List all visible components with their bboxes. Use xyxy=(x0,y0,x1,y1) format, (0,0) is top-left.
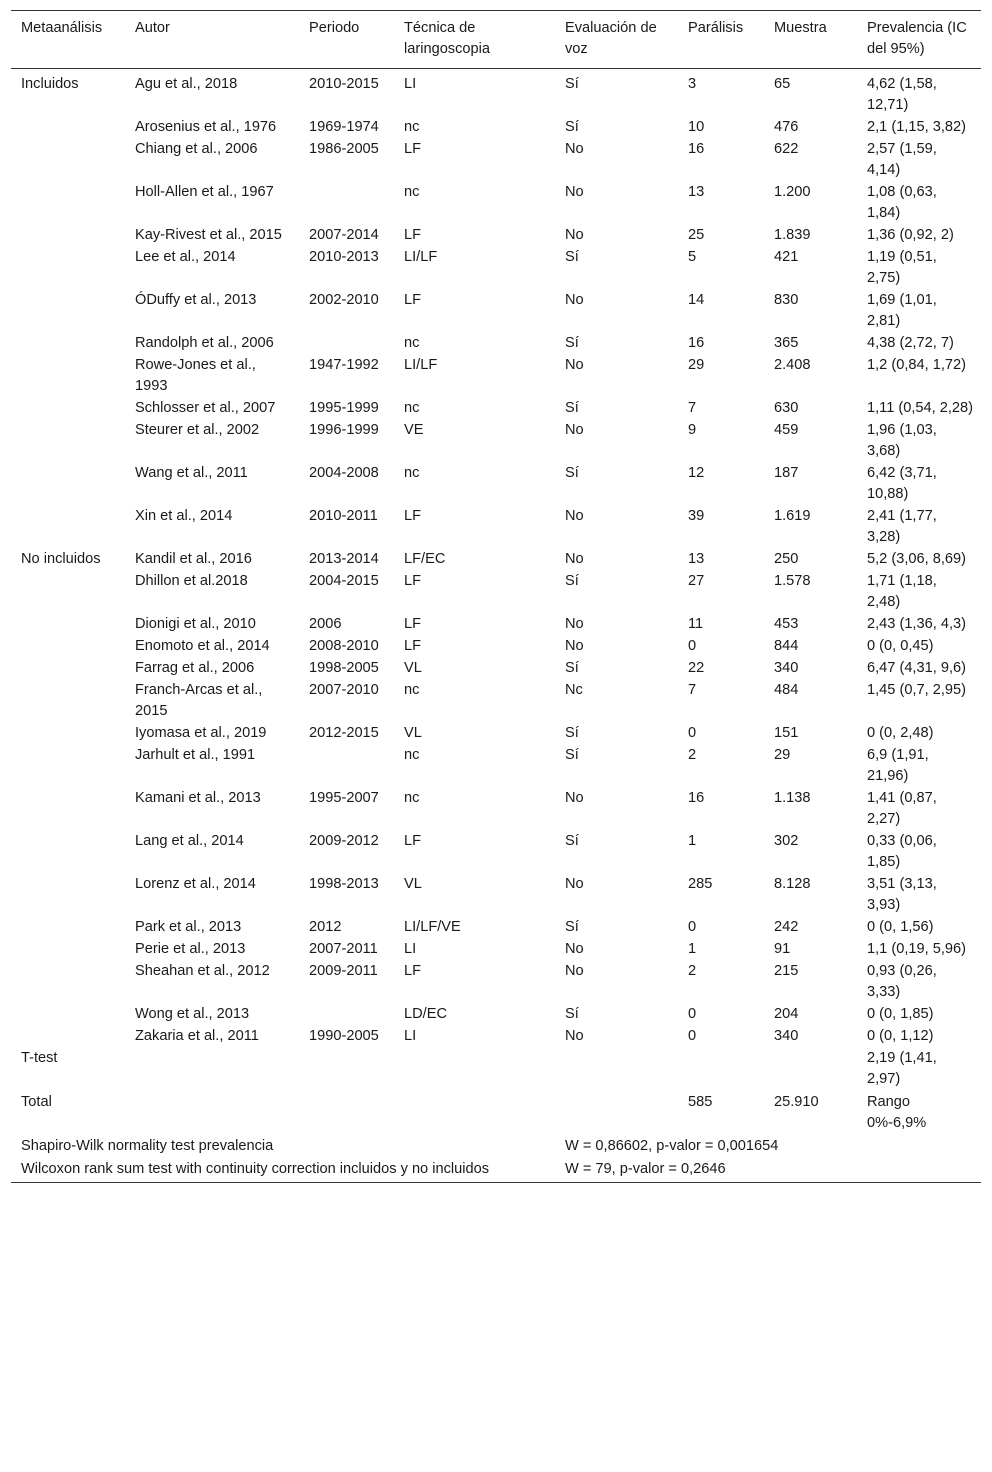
table-row xyxy=(11,571,981,614)
autor-cell: Lee et al., 2014 xyxy=(135,249,236,265)
muestra-cell: 459 xyxy=(774,422,799,438)
autor-cell: Kandil et al., 2016 xyxy=(135,551,252,567)
tecnica-cell: LF xyxy=(404,963,422,979)
muestra-cell: 622 xyxy=(774,141,799,157)
ttest-label: T-test xyxy=(21,1050,58,1066)
autor-cell: Schlosser et al., 2007 xyxy=(135,400,276,416)
prevalence-table-container xyxy=(11,10,981,1183)
paralisis-cell: 5 xyxy=(688,249,697,265)
table-row xyxy=(11,723,981,745)
table-row xyxy=(11,658,981,680)
prevalencia-cell: 5,2 (3,06, 8,69) xyxy=(867,551,966,567)
tecnica-cell: LF xyxy=(404,227,422,243)
periodo-cell: 1990-2005 xyxy=(309,1028,379,1044)
voz-cell: Sí xyxy=(565,119,579,135)
note-value: W = 0,86602, p-valor = 0,001654 xyxy=(565,1138,779,1154)
voz-cell: No xyxy=(565,292,584,308)
tecnica-cell: LD/EC xyxy=(404,1006,447,1022)
header-autor: Autor xyxy=(135,20,170,36)
muestra-cell: 250 xyxy=(774,551,799,567)
prevalencia-cell: 1,71 (1,18, 2,48) xyxy=(867,573,937,610)
paralisis-cell: 0 xyxy=(688,1006,697,1022)
prevalencia-cell: 1,45 (0,7, 2,95) xyxy=(867,682,966,698)
tecnica-cell: LF xyxy=(404,573,422,589)
prevalencia-cell: 6,42 (3,71, 10,88) xyxy=(867,465,937,502)
group-label: Incluidos xyxy=(21,76,79,92)
voz-cell: No xyxy=(565,941,584,957)
prevalencia-cell: 1,69 (1,01, 2,81) xyxy=(867,292,937,329)
prevalencia-cell: 2,41 (1,77, 3,28) xyxy=(867,508,937,545)
muestra-cell: 204 xyxy=(774,1006,799,1022)
muestra-cell: 1.578 xyxy=(774,573,811,589)
voz-cell: Sí xyxy=(565,1006,579,1022)
muestra-cell: 830 xyxy=(774,292,799,308)
muestra-cell: 187 xyxy=(774,465,799,481)
voz-cell: Sí xyxy=(565,660,579,676)
paralisis-cell: 7 xyxy=(688,682,697,698)
muestra-cell: 630 xyxy=(774,400,799,416)
autor-cell: Kay-Rivest et al., 2015 xyxy=(135,227,282,243)
ttest-row xyxy=(11,1048,981,1092)
total-paralisis: 585 xyxy=(688,1094,713,1110)
table-row xyxy=(11,398,981,420)
autor-cell: Dionigi et al., 2010 xyxy=(135,616,256,632)
tecnica-cell: LI xyxy=(404,941,417,957)
prevalencia-cell: 1,96 (1,03, 3,68) xyxy=(867,422,937,459)
ttest-prevalencia: 2,19 (1,41, 2,97) xyxy=(867,1050,937,1087)
muestra-cell: 1.619 xyxy=(774,508,811,524)
tecnica-cell: nc xyxy=(404,790,420,806)
paralisis-cell: 13 xyxy=(688,184,705,200)
tecnica-cell: LF/EC xyxy=(404,551,446,567)
header-prevalencia: Prevalencia (IC del 95%) xyxy=(867,20,967,57)
table-row xyxy=(11,961,981,1004)
tecnica-cell: VE xyxy=(404,422,424,438)
table-row xyxy=(11,247,981,290)
periodo-cell: 2008-2010 xyxy=(309,638,379,654)
tecnica-cell: nc xyxy=(404,465,420,481)
muestra-cell: 91 xyxy=(774,941,791,957)
tecnica-cell: LF xyxy=(404,292,422,308)
muestra-cell: 2.408 xyxy=(774,357,811,373)
table-row xyxy=(11,549,981,571)
tecnica-cell: nc xyxy=(404,682,420,698)
muestra-cell: 8.128 xyxy=(774,876,811,892)
table-row xyxy=(11,225,981,247)
prevalencia-cell: 0 (0, 1,12) xyxy=(867,1028,934,1044)
note-row xyxy=(11,1136,981,1159)
prevalencia-cell: 1,41 (0,87, 2,27) xyxy=(867,790,937,827)
tecnica-cell: LF xyxy=(404,833,422,849)
autor-cell: Lang et al., 2014 xyxy=(135,833,244,849)
prevalencia-cell: 2,1 (1,15, 3,82) xyxy=(867,119,966,135)
group-label: No incluidos xyxy=(21,551,101,567)
prevalencia-cell: 3,51 (3,13, 3,93) xyxy=(867,876,937,913)
tecnica-cell: LI/LF xyxy=(404,249,438,265)
periodo-cell: 2010-2011 xyxy=(309,508,378,524)
tecnica-cell: LF xyxy=(404,508,422,524)
table-row xyxy=(11,117,981,139)
paralisis-cell: 1 xyxy=(688,833,697,849)
autor-cell: Iyomasa et al., 2019 xyxy=(135,725,267,741)
autor-cell: Enomoto et al., 2014 xyxy=(135,638,270,654)
periodo-cell: 2013-2014 xyxy=(309,551,379,567)
autor-cell: Chiang et al., 2006 xyxy=(135,141,258,157)
prevalencia-cell: 6,47 (4,31, 9,6) xyxy=(867,660,966,676)
voz-cell: Sí xyxy=(565,725,579,741)
tecnica-cell: VL xyxy=(404,876,422,892)
paralisis-cell: 0 xyxy=(688,638,697,654)
periodo-cell: 2010-2013 xyxy=(309,249,379,265)
periodo-cell: 2009-2011 xyxy=(309,963,378,979)
header-evaluacion-voz: Evaluación de voz xyxy=(565,20,657,57)
paralisis-cell: 11 xyxy=(688,616,704,632)
table-row xyxy=(11,939,981,961)
paralisis-cell: 10 xyxy=(688,119,705,135)
autor-cell: Rowe-Jones et al., 1993 xyxy=(135,357,256,394)
periodo-cell xyxy=(299,182,394,225)
voz-cell: No xyxy=(565,638,584,654)
voz-cell: Sí xyxy=(565,919,579,935)
tecnica-cell: VL xyxy=(404,725,422,741)
autor-cell: ÓDuffy et al., 2013 xyxy=(135,292,257,308)
voz-cell: Sí xyxy=(565,76,579,92)
muestra-cell: 365 xyxy=(774,335,799,351)
table-row xyxy=(11,506,981,549)
muestra-cell: 151 xyxy=(774,725,799,741)
table-row xyxy=(11,680,981,723)
muestra-cell: 1.200 xyxy=(774,184,811,200)
note-label: Shapiro-Wilk normality test prevalencia xyxy=(21,1138,274,1154)
periodo-cell: 2007-2014 xyxy=(309,227,379,243)
table-row xyxy=(11,182,981,225)
table-row xyxy=(11,69,981,118)
muestra-cell: 844 xyxy=(774,638,799,654)
autor-cell: Arosenius et al., 1976 xyxy=(135,119,277,135)
paralisis-cell: 0 xyxy=(688,1028,697,1044)
table-row xyxy=(11,355,981,398)
periodo-cell: 2009-2012 xyxy=(309,833,379,849)
autor-cell: Holl-Allen et al., 1967 xyxy=(135,184,274,200)
header-paralisis: Parálisis xyxy=(688,20,744,36)
periodo-cell: 1995-1999 xyxy=(309,400,379,416)
header-metaanalisis: Metaanálisis xyxy=(21,20,103,36)
periodo-cell: 2010-2015 xyxy=(309,76,379,92)
tecnica-cell: LI xyxy=(404,76,417,92)
paralisis-cell: 285 xyxy=(688,876,713,892)
voz-cell: Sí xyxy=(565,465,579,481)
autor-cell: Lorenz et al., 2014 xyxy=(135,876,256,892)
ttest-empty xyxy=(125,1048,857,1092)
autor-cell: Wang et al., 2011 xyxy=(135,465,248,481)
paralisis-cell: 3 xyxy=(688,76,697,92)
voz-cell: No xyxy=(565,876,584,892)
paralisis-cell: 0 xyxy=(688,919,697,935)
paralisis-cell: 25 xyxy=(688,227,705,243)
periodo-cell: 1986-2005 xyxy=(309,141,379,157)
voz-cell: No xyxy=(565,1028,584,1044)
voz-cell: No xyxy=(565,184,584,200)
paralisis-cell: 16 xyxy=(688,141,705,157)
total-label: Total xyxy=(21,1094,52,1110)
table-row xyxy=(11,1026,981,1048)
muestra-cell: 340 xyxy=(774,660,799,676)
paralisis-cell: 16 xyxy=(688,335,705,351)
muestra-cell: 29 xyxy=(774,747,791,763)
paralisis-cell: 1 xyxy=(688,941,697,957)
paralisis-cell: 2 xyxy=(688,747,697,763)
autor-cell: Steurer et al., 2002 xyxy=(135,422,260,438)
voz-cell: Sí xyxy=(565,833,579,849)
paralisis-cell: 9 xyxy=(688,422,697,438)
voz-cell: No xyxy=(565,508,584,524)
periodo-cell xyxy=(299,1004,394,1026)
header-periodo: Periodo xyxy=(309,20,360,36)
voz-cell: Sí xyxy=(565,335,579,351)
voz-cell: No xyxy=(565,422,584,438)
prevalencia-cell: 4,62 (1,58, 12,71) xyxy=(867,76,937,113)
prevalencia-cell: 0 (0, 1,56) xyxy=(867,919,934,935)
periodo-cell: 2012-2015 xyxy=(309,725,379,741)
tecnica-cell: LI xyxy=(404,1028,417,1044)
prevalence-table xyxy=(11,10,981,1183)
muestra-cell: 476 xyxy=(774,119,799,135)
table-row xyxy=(11,614,981,636)
autor-cell: Zakaria et al., 2011 xyxy=(135,1028,259,1044)
tecnica-cell: LI/LF/VE xyxy=(404,919,461,935)
muestra-cell: 302 xyxy=(774,833,799,849)
paralisis-cell: 13 xyxy=(688,551,705,567)
periodo-cell: 2007-2011 xyxy=(309,941,378,957)
voz-cell: No xyxy=(565,227,584,243)
paralisis-cell: 29 xyxy=(688,357,705,373)
header-tecnica: Técnica de laringoscopia xyxy=(404,20,490,57)
table-body xyxy=(11,69,981,1183)
prevalencia-cell: 1,2 (0,84, 1,72) xyxy=(867,357,966,373)
total-prevalencia: Rango 0%-6,9% xyxy=(867,1094,927,1131)
table-row xyxy=(11,831,981,874)
muestra-cell: 215 xyxy=(774,963,799,979)
voz-cell: Sí xyxy=(565,747,579,763)
table-row xyxy=(11,636,981,658)
autor-cell: Kamani et al., 2013 xyxy=(135,790,261,806)
autor-cell: Farrag et al., 2006 xyxy=(135,660,255,676)
table-row xyxy=(11,874,981,917)
periodo-cell: 1995-2007 xyxy=(309,790,379,806)
paralisis-cell: 7 xyxy=(688,400,697,416)
voz-cell: No xyxy=(565,963,584,979)
prevalencia-cell: 4,38 (2,72, 7) xyxy=(867,335,954,351)
prevalencia-cell: 0,93 (0,26, 3,33) xyxy=(867,963,937,1000)
periodo-cell: 1998-2005 xyxy=(309,660,379,676)
paralisis-cell: 2 xyxy=(688,963,697,979)
tecnica-cell: LF xyxy=(404,616,422,632)
voz-cell: No xyxy=(565,551,584,567)
paralisis-cell: 12 xyxy=(688,465,705,481)
prevalencia-cell: 2,57 (1,59, 4,14) xyxy=(867,141,937,178)
table-row xyxy=(11,333,981,355)
periodo-cell: 2002-2010 xyxy=(309,292,379,308)
muestra-cell: 1.839 xyxy=(774,227,811,243)
autor-cell: Agu et al., 2018 xyxy=(135,76,238,92)
autor-cell: Xin et al., 2014 xyxy=(135,508,233,524)
tecnica-cell: LF xyxy=(404,141,422,157)
muestra-cell: 421 xyxy=(774,249,799,265)
table-row xyxy=(11,139,981,182)
table-header xyxy=(11,11,981,69)
muestra-cell: 340 xyxy=(774,1028,799,1044)
voz-cell: Sí xyxy=(565,249,579,265)
periodo-cell: 2004-2015 xyxy=(309,573,379,589)
tecnica-cell: nc xyxy=(404,747,420,763)
periodo-cell: 1998-2013 xyxy=(309,876,379,892)
total-row xyxy=(11,1092,981,1136)
autor-cell: Franch-Arcas et al., 2015 xyxy=(135,682,263,719)
muestra-cell: 242 xyxy=(774,919,799,935)
paralisis-cell: 27 xyxy=(688,573,705,589)
tecnica-cell: nc xyxy=(404,119,420,135)
voz-cell: Sí xyxy=(565,573,579,589)
periodo-cell: 1947-1992 xyxy=(309,357,379,373)
prevalencia-cell: 1,36 (0,92, 2) xyxy=(867,227,954,243)
voz-cell: Sí xyxy=(565,400,579,416)
prevalencia-cell: 0,33 (0,06, 1,85) xyxy=(867,833,937,870)
periodo-cell: 2004-2008 xyxy=(309,465,379,481)
prevalencia-cell: 2,43 (1,36, 4,3) xyxy=(867,616,966,632)
table-row xyxy=(11,745,981,788)
autor-cell: Park et al., 2013 xyxy=(135,919,242,935)
table-row xyxy=(11,420,981,463)
prevalencia-cell: 1,11 (0,54, 2,28) xyxy=(867,400,974,416)
periodo-cell: 2012 xyxy=(309,919,342,935)
prevalencia-cell: 0 (0, 2,48) xyxy=(867,725,934,741)
voz-cell: No xyxy=(565,141,584,157)
autor-cell: Dhillon et al.2018 xyxy=(135,573,248,589)
tecnica-cell: nc xyxy=(404,400,420,416)
muestra-cell: 1.138 xyxy=(774,790,811,806)
total-empty xyxy=(125,1092,678,1136)
total-muestra: 25.910 xyxy=(774,1094,819,1110)
prevalencia-cell: 1,1 (0,19, 5,96) xyxy=(867,941,966,957)
paralisis-cell: 0 xyxy=(688,725,697,741)
muestra-cell: 484 xyxy=(774,682,799,698)
tecnica-cell: LI/LF xyxy=(404,357,438,373)
tecnica-cell: nc xyxy=(404,335,420,351)
autor-cell: Sheahan et al., 2012 xyxy=(135,963,270,979)
tecnica-cell: nc xyxy=(404,184,420,200)
note-row xyxy=(11,1159,981,1183)
table-row xyxy=(11,788,981,831)
paralisis-cell: 16 xyxy=(688,790,705,806)
prevalencia-cell: 0 (0, 1,85) xyxy=(867,1006,934,1022)
paralisis-cell: 14 xyxy=(688,292,705,308)
periodo-cell: 1969-1974 xyxy=(309,119,379,135)
tecnica-cell: LF xyxy=(404,638,422,654)
header-muestra: Muestra xyxy=(774,20,827,36)
autor-cell: Wong et al., 2013 xyxy=(135,1006,250,1022)
voz-cell: Nc xyxy=(565,682,583,698)
periodo-cell xyxy=(299,333,394,355)
prevalencia-cell: 1,19 (0,51, 2,75) xyxy=(867,249,937,286)
table-row xyxy=(11,463,981,506)
note-value: W = 79, p-valor = 0,2646 xyxy=(565,1161,726,1177)
muestra-cell: 453 xyxy=(774,616,799,632)
autor-cell: Randolph et al., 2006 xyxy=(135,335,274,351)
autor-cell: Jarhult et al., 1991 xyxy=(135,747,256,763)
paralisis-cell: 22 xyxy=(688,660,705,676)
periodo-cell xyxy=(299,745,394,788)
prevalencia-cell: 0 (0, 0,45) xyxy=(867,638,934,654)
muestra-cell: 65 xyxy=(774,76,791,92)
prevalencia-cell: 6,9 (1,91, 21,96) xyxy=(867,747,929,784)
autor-cell: Perie et al., 2013 xyxy=(135,941,246,957)
table-row xyxy=(11,917,981,939)
tecnica-cell: VL xyxy=(404,660,422,676)
voz-cell: No xyxy=(565,616,584,632)
periodo-cell: 1996-1999 xyxy=(309,422,379,438)
note-label: Wilcoxon rank sum test with continuity correction incluidos y no incluidos xyxy=(21,1161,490,1177)
prevalencia-cell: 1,08 (0,63, 1,84) xyxy=(867,184,937,221)
header-row xyxy=(11,11,981,69)
periodo-cell: 2006 xyxy=(309,616,342,632)
periodo-cell: 2007-2010 xyxy=(309,682,379,698)
voz-cell: No xyxy=(565,790,584,806)
table-row xyxy=(11,290,981,333)
table-row xyxy=(11,1004,981,1026)
paralisis-cell: 39 xyxy=(688,508,705,524)
voz-cell: No xyxy=(565,357,584,373)
